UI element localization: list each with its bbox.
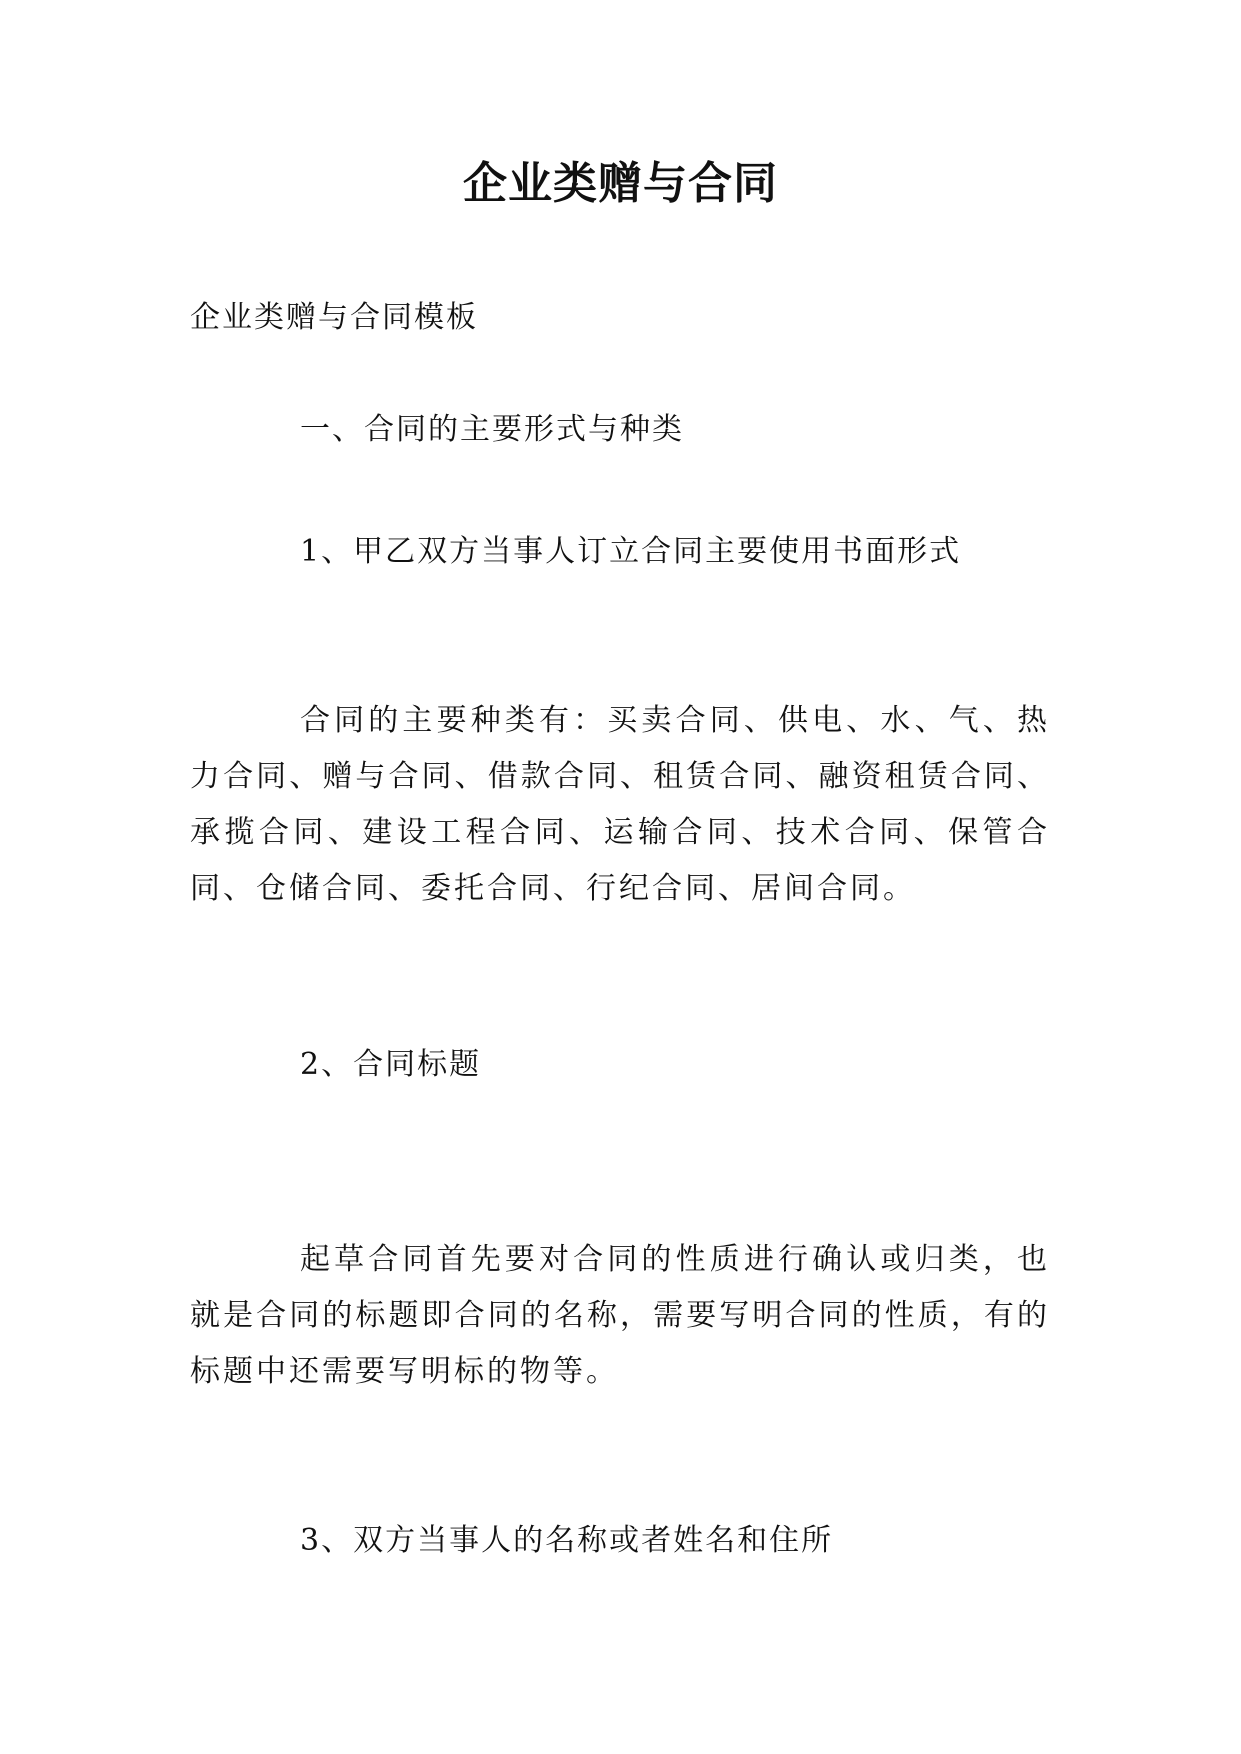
section-heading-1: 一、合同的主要形式与种类 — [300, 412, 684, 447]
item-heading-2: 2、合同标题 — [300, 1047, 482, 1082]
item-paragraph-2: 起草合同首先要对合同的性质进行确认或归类，也就是合同的标题即合同的名称，需要写明合同的性质，有的标题中还需要写明标的物等。 — [190, 1242, 1050, 1389]
item-heading-3: 3、双方当事人的名称或者姓名和住所 — [300, 1523, 834, 1558]
item-paragraph-1: 合同的主要种类有：买卖合同、供电、水、气、热力合同、赠与合同、借款合同、租赁合同、融资租赁合同、承揽合同、建设工程合同、运输合同、技术合同、保管合同、仓储合同、委托合同、行纪合同、居间合同。 — [190, 703, 1050, 906]
document-title: 企业类赠与合同 — [463, 158, 778, 209]
document-subtitle: 企业类赠与合同模板 — [190, 300, 478, 335]
item-heading-1: 1、甲乙双方当事人订立合同主要使用书面形式 — [300, 534, 962, 569]
